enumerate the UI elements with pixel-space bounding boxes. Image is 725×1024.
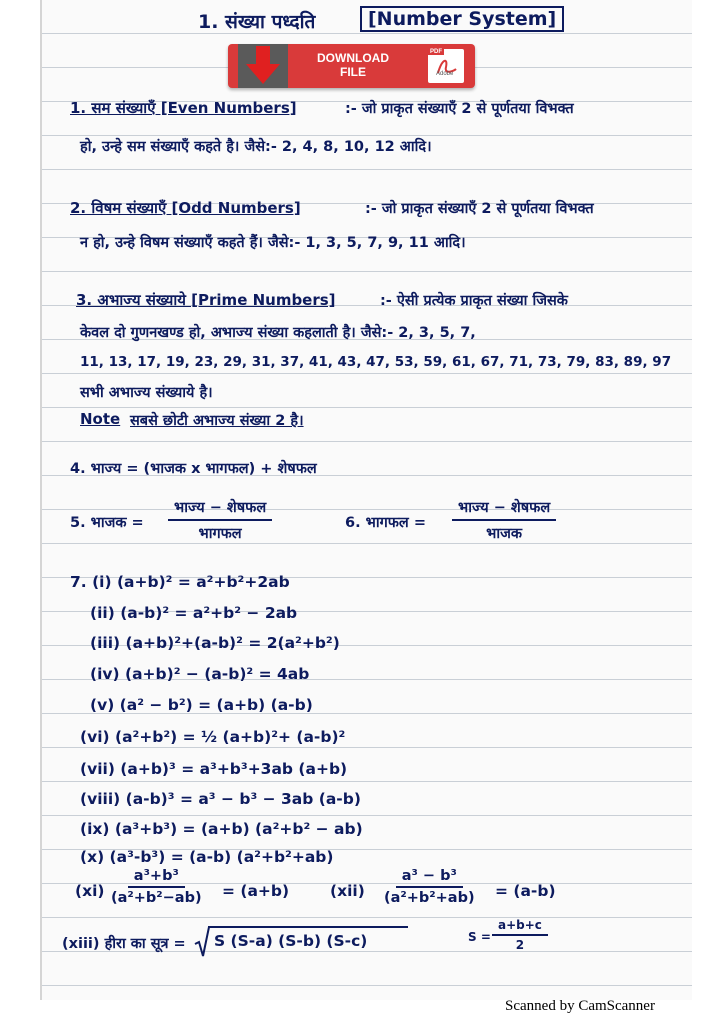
- prime-line3: 11, 13, 17, 19, 23, 29, 31, 37, 41, 43, 47, 53, 59, 61, 67, 71, 73, 79, 83, 89, 97: [80, 354, 672, 370]
- identity-11-numerator: a³+b³: [128, 868, 185, 888]
- identity-11-label: (xi): [75, 882, 105, 900]
- divisor-label: 5. भाजक =: [70, 515, 144, 531]
- scanner-watermark: Scanned by CamScanner: [505, 998, 655, 1014]
- identity-11-rhs: = (a+b): [222, 882, 290, 900]
- identity-6: (vi) (a²+b²) = ½ (a+b)²+ (a-b)²: [80, 728, 346, 746]
- odd-line2: न हो, उन्हे विषम संख्याएँ कहते हैं। जैसे:- 1, 3, 5, 7, 9, 11 आदि।: [80, 235, 466, 251]
- odd-heading: 2. विषम संख्याएँ [Odd Numbers]: [70, 199, 301, 217]
- page-title-hindi: 1. संख्या पध्दति: [198, 11, 316, 33]
- identity-12-fraction: [378, 868, 481, 906]
- download-label: [288, 51, 418, 79]
- pdf-brand: Adobe: [436, 71, 454, 77]
- identity-12-label: (xii): [330, 882, 365, 900]
- semi-perimeter-label: S =: [468, 930, 491, 944]
- dividend-formula: 4. भाज्य = (भाजक x भागफल) + शेषफल: [70, 461, 317, 477]
- prime-heading: 3. अभाज्य संख्याये [Prime Numbers]: [76, 291, 336, 309]
- heron-radicand: S (S-a) (S-b) (S-c): [214, 932, 368, 950]
- divisor-fraction-numerator: भाज्य − शेषफल: [168, 497, 272, 521]
- prime-line2: केवल दो गुणनखण्ड हो, अभाज्य संख्या कहलाती है। जैसे:- 2, 3, 5, 7,: [80, 325, 476, 341]
- even-line1: :- जो प्राकृत संख्याएँ 2 से पूर्णतया विभक्त: [345, 101, 574, 117]
- heron-formula-label: (xiii) हीरा का सूत्र =: [62, 936, 186, 952]
- divisor-fraction-denominator: भागफल: [198, 526, 242, 542]
- download-file-button[interactable]: [228, 44, 475, 88]
- even-heading: 1. सम संख्याएँ [Even Numbers]: [70, 99, 297, 117]
- sqrt-sign-icon: [194, 926, 210, 958]
- quotient-fraction: [452, 497, 556, 543]
- pdf-tag: PDF: [430, 49, 442, 55]
- identity-4: (iv) (a+b)² − (a-b)² = 4ab: [90, 665, 310, 683]
- identity-3: (iii) (a+b)²+(a-b)² = 2(a²+b²): [90, 634, 340, 652]
- pdf-icon: [428, 49, 464, 83]
- identity-5: (v) (a² − b²) = (a+b) (a-b): [90, 696, 313, 714]
- identity-11-fraction: [105, 868, 208, 906]
- identity-8: (viii) (a-b)³ = a³ − b³ − 3ab (a-b): [80, 790, 361, 808]
- odd-line1: :- जो प्राकृत संख्याएँ 2 से पूर्णतया विभक्त: [365, 201, 594, 217]
- prime-line4: सभी अभाज्य संख्याये है।: [80, 385, 213, 401]
- download-label-line2: FILE: [340, 65, 366, 79]
- page-title-english: [Number System]: [360, 6, 564, 32]
- identity-9: (ix) (a³+b³) = (a+b) (a²+b² − ab): [80, 820, 363, 838]
- identity-12-denominator: (a²+b²+ab): [384, 890, 475, 906]
- semi-perimeter-fraction: [492, 918, 548, 952]
- note-label: Note: [80, 410, 121, 428]
- even-line2: हो, उन्हे सम संख्याएँ कहते है। जैसे:- 2, 4, 8, 10, 12 आदि।: [80, 139, 432, 155]
- identity-12-numerator: a³ − b³: [396, 868, 463, 888]
- identity-10: (x) (a³-b³) = (a-b) (a²+b²+ab): [80, 848, 334, 866]
- identity-12-rhs: = (a-b): [495, 882, 556, 900]
- download-arrow-icon: [238, 44, 288, 88]
- semi-perimeter-denominator: 2: [515, 938, 525, 952]
- identity-7: (vii) (a+b)³ = a³+b³+3ab (a+b): [80, 760, 348, 778]
- heron-sqrt: [208, 926, 408, 956]
- identity-2: (ii) (a-b)² = a²+b² − 2ab: [90, 604, 298, 622]
- identity-11-denominator: (a²+b²−ab): [111, 890, 202, 906]
- quotient-fraction-denominator: भाजक: [486, 526, 522, 542]
- identity-1: 7. (i) (a+b)² = a²+b²+2ab: [70, 573, 290, 591]
- quotient-fraction-numerator: भाज्य − शेषफल: [452, 497, 556, 521]
- download-label-line1: DOWNLOAD: [317, 51, 389, 65]
- semi-perimeter-numerator: a+b+c: [492, 918, 548, 936]
- quotient-label: 6. भागफल =: [345, 515, 426, 531]
- divisor-fraction: [168, 497, 272, 543]
- prime-line1: :- ऐसी प्रत्येक प्राकृत संख्या जिसके: [380, 293, 568, 309]
- note-text: सबसे छोटी अभाज्य संख्या 2 है।: [130, 413, 304, 429]
